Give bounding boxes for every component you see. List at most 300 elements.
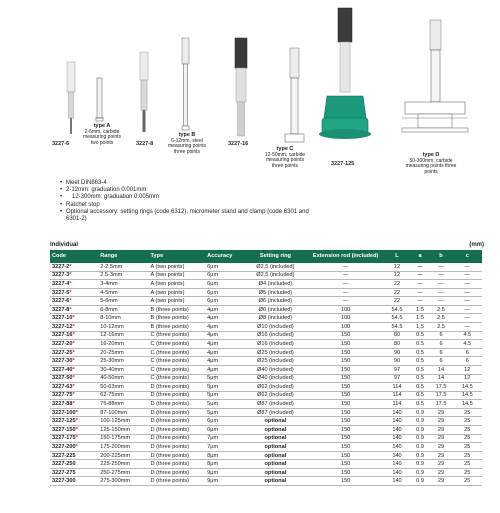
table-cell: Ø62 (included) (243, 391, 308, 400)
table-cell: — (453, 323, 482, 332)
table-cell: 6μm (205, 263, 243, 271)
table-row (50, 263, 482, 271)
code-cell (50, 408, 98, 417)
product-desc: 2-6mm, carbide measuring points two points (82, 128, 122, 146)
note-item: • Ratchet stop (60, 202, 316, 209)
table-cell: 114 (383, 400, 410, 409)
table-cell: 0.5 (411, 340, 430, 349)
code-cell (50, 297, 98, 306)
code-cell (50, 383, 98, 392)
code-text: 3227-12 (52, 323, 73, 330)
product-code-label: 3227-16 (228, 141, 249, 147)
table-cell: — (411, 280, 430, 289)
table-cell: 0.5 (411, 383, 430, 392)
table-cell: 150 (308, 391, 383, 400)
table-cell: 0.9 (411, 425, 430, 434)
table-cell: 14.5 (453, 383, 482, 392)
table-cell: 25 (453, 425, 482, 434)
table-cell: 6 (453, 348, 482, 357)
table-cell: 6 (429, 331, 452, 340)
table-cell: — (308, 288, 383, 297)
table-cell: 150 (308, 451, 383, 460)
table-cell: 6μm (205, 288, 243, 297)
product-type: type D (422, 152, 440, 158)
micrometer-3227-16-image (235, 38, 247, 136)
code-text: 3227-16 (52, 332, 73, 339)
table-cell: 150 (308, 443, 383, 452)
table-cell: — (411, 297, 430, 306)
table-cell: 14 (429, 365, 452, 374)
code-cell (50, 434, 98, 443)
table-cell: 0.9 (411, 434, 430, 443)
code-text: 3227-20 (52, 340, 73, 347)
code-text: 3227-300 (52, 478, 76, 485)
table-cell: 2.5 (429, 305, 452, 314)
star-marker: * (69, 289, 72, 296)
table-cell: 4μm (205, 340, 243, 349)
table-cell: Ø16 (included) (243, 340, 308, 349)
table-cell: — (429, 288, 452, 297)
table-cell: 150 (308, 460, 383, 469)
table-cell: Ø4 (included) (243, 280, 308, 289)
table-cell: 90 (383, 357, 410, 366)
star-marker: * (72, 315, 75, 322)
star-marker: * (75, 435, 78, 442)
table-cell: D (three points) (149, 425, 206, 434)
product-desc: 6-12mm, steel measuring points three points (167, 137, 207, 155)
table-cell: 150 (308, 400, 383, 409)
table-cell: C (three points) (149, 348, 206, 357)
code-text: 3227-200 (52, 443, 76, 450)
table-cell: Ø40 (included) (243, 365, 308, 374)
table-cell: 150 (308, 408, 383, 417)
table-cell: — (411, 271, 430, 280)
table-cell: C (three points) (149, 331, 206, 340)
star-marker: * (69, 280, 72, 287)
table-row (50, 468, 482, 477)
table-cell: 0.9 (411, 443, 430, 452)
table-cell: A (two points) (149, 288, 206, 297)
table-cell: 54.5 (383, 314, 410, 323)
table-cell: optional (243, 443, 308, 452)
table-cell: 17.5 (429, 383, 452, 392)
table-cell: 4μm (205, 314, 243, 323)
table-cell: 29 (429, 417, 452, 426)
table-cell: 3-4mm (98, 280, 148, 289)
star-marker: * (72, 401, 75, 408)
table-row (50, 297, 482, 306)
table-cell: C (three points) (149, 357, 206, 366)
table-cell: D (three points) (149, 417, 206, 426)
table-cell: 7μm (205, 443, 243, 452)
code-text: 3227-2 (52, 263, 70, 270)
code-cell (50, 305, 98, 314)
code-text: 3227-10 (52, 315, 73, 322)
table-cell: 0.5 (411, 331, 430, 340)
code-cell (50, 468, 98, 477)
star-marker: * (69, 306, 72, 313)
table-cell: optional (243, 477, 308, 486)
table-cell: 0.9 (411, 460, 430, 469)
table-cell: 97 (383, 365, 410, 374)
table-cell: 25 (453, 477, 482, 486)
table-cell: 17.5 (429, 400, 452, 409)
table-cell: 22 (383, 288, 410, 297)
code-cell (50, 288, 98, 297)
table-cell: 90 (383, 348, 410, 357)
table-cell: 150 (308, 331, 383, 340)
table-cell: 275-300mm (98, 477, 148, 486)
table-cell: — (429, 271, 452, 280)
star-marker: * (69, 263, 72, 270)
table-cell: — (453, 263, 482, 271)
star-marker: * (69, 272, 72, 279)
table-cell: B (three points) (149, 305, 206, 314)
code-cell (50, 391, 98, 400)
column-header: a (411, 250, 430, 263)
table-cell: — (308, 271, 383, 280)
table-cell: 150 (308, 477, 383, 486)
code-text: 3227-125 (52, 418, 76, 425)
code-text: 3227-50 (52, 375, 73, 382)
table-row (50, 348, 482, 357)
table-cell: 29 (429, 408, 452, 417)
product-code-label: 3227-6 (52, 141, 70, 147)
table-cell: 5μm (205, 391, 243, 400)
table-cell: 175-200mm (98, 443, 148, 452)
table-cell: 4.5 (453, 340, 482, 349)
table-cell: A (two points) (149, 263, 206, 271)
table-cell: 0.9 (411, 451, 430, 460)
table-cell: A (two points) (149, 297, 206, 306)
table-cell: Ø40 (included) (243, 374, 308, 383)
table-cell: 54.5 (383, 323, 410, 332)
table-row (50, 357, 482, 366)
table-cell: — (453, 297, 482, 306)
product-type: type A (93, 123, 111, 129)
table-cell: 12 (453, 365, 482, 374)
spec-table (50, 250, 482, 486)
column-header: Accuracy (205, 250, 243, 263)
table-cell: 5μm (205, 374, 243, 383)
code-text: 3227-25 (52, 349, 73, 356)
table-cell: Ø8 (included) (243, 314, 308, 323)
code-cell (50, 443, 98, 452)
star-marker: * (72, 332, 75, 339)
table-cell: 14.5 (453, 400, 482, 409)
table-cell: 75-88mm (98, 400, 148, 409)
table-cell: Ø5 (included) (243, 288, 308, 297)
table-cell: optional (243, 434, 308, 443)
table-cell: optional (243, 417, 308, 426)
table-row (50, 271, 482, 280)
table-cell: D (three points) (149, 460, 206, 469)
table-cell: 0.5 (411, 365, 430, 374)
table-cell: 4μm (205, 365, 243, 374)
table-cell: 29 (429, 477, 452, 486)
table-cell: 0.5 (411, 374, 430, 383)
product-desc: 12-50mm, carbide measuring points three points (264, 151, 306, 169)
code-text: 3227-30 (52, 358, 73, 365)
product-caption (260, 147, 310, 169)
table-cell: 12-16mm (98, 331, 148, 340)
table-cell: 4μm (205, 348, 243, 357)
product-code-label: 3227-125 (331, 161, 355, 167)
table-cell: 25 (453, 408, 482, 417)
table-cell: 6μm (205, 297, 243, 306)
table-cell: 0.5 (411, 400, 430, 409)
table-cell: — (453, 271, 482, 280)
table-cell: — (411, 263, 430, 271)
table-cell: 2.5-3mm (98, 271, 148, 280)
table-cell: 8μm (205, 451, 243, 460)
table-row (50, 477, 482, 486)
note-item: • Meet DIN863-4 (60, 180, 316, 187)
code-cell (50, 348, 98, 357)
code-text: 3227-175 (52, 435, 76, 442)
table-cell: D (three points) (149, 400, 206, 409)
table-cell: C (three points) (149, 340, 206, 349)
table-cell: B (three points) (149, 314, 206, 323)
table-row (50, 280, 482, 289)
code-cell (50, 314, 98, 323)
star-marker: * (72, 323, 75, 330)
table-cell: — (453, 280, 482, 289)
table-cell: D (three points) (149, 383, 206, 392)
table-cell: Ø25 (included) (243, 348, 308, 357)
table-cell: 40-50mm (98, 374, 148, 383)
micrometer-3227-8-image (140, 52, 148, 132)
table-cell: 5μm (205, 408, 243, 417)
unit-label: (mm) (469, 242, 484, 248)
table-row (50, 408, 482, 417)
table-cell: — (308, 280, 383, 289)
table-cell: — (308, 263, 383, 271)
table-cell: 150 (308, 374, 383, 383)
table-row (50, 434, 482, 443)
star-marker: * (75, 409, 78, 416)
table-cell: Ø87 (included) (243, 400, 308, 409)
table-cell: 14.5 (453, 391, 482, 400)
table-cell: 200-225mm (98, 451, 148, 460)
table-cell: A (two points) (149, 280, 206, 289)
table-cell: 114 (383, 391, 410, 400)
code-text: 3227-275 (52, 469, 76, 476)
code-cell (50, 460, 98, 469)
table-cell: 9μm (205, 468, 243, 477)
table-cell: 8μm (205, 460, 243, 469)
table-cell: 150-175mm (98, 434, 148, 443)
table-cell: 140 (383, 417, 410, 426)
table-cell: 100-125mm (98, 417, 148, 426)
table-cell: 25 (453, 460, 482, 469)
table-cell: 6 (429, 348, 452, 357)
table-cell: optional (243, 451, 308, 460)
table-cell: 17.5 (429, 391, 452, 400)
code-cell (50, 365, 98, 374)
code-cell (50, 357, 98, 366)
table-cell: 5μm (205, 383, 243, 392)
table-row (50, 443, 482, 452)
table-cell: 140 (383, 425, 410, 434)
table-cell: D (three points) (149, 443, 206, 452)
code-cell (50, 451, 98, 460)
code-cell (50, 331, 98, 340)
column-header: c (453, 250, 482, 263)
table-row (50, 417, 482, 426)
table-cell: 6μm (205, 417, 243, 426)
table-cell: Ø25 (included) (243, 357, 308, 366)
star-marker: * (72, 358, 75, 365)
table-cell: 6 (429, 340, 452, 349)
star-marker: * (72, 392, 75, 399)
table-body (50, 263, 482, 486)
table-row (50, 331, 482, 340)
table-cell: 25 (453, 417, 482, 426)
code-text: 3227-40 (52, 366, 73, 373)
table-row (50, 400, 482, 409)
table-cell: 20-25mm (98, 348, 148, 357)
column-header: b (429, 250, 452, 263)
table-cell: 10-12mm (98, 323, 148, 332)
table-cell: 29 (429, 443, 452, 452)
table-cell: 6μm (205, 425, 243, 434)
code-text: 3227-8 (52, 306, 70, 313)
table-row (50, 460, 482, 469)
column-header: Extension rod (included) (308, 250, 383, 263)
table-cell: — (429, 297, 452, 306)
table-cell: 4μm (205, 323, 243, 332)
table-cell: — (429, 263, 452, 271)
code-cell (50, 400, 98, 409)
table-cell: — (453, 305, 482, 314)
table-cell: 7μm (205, 434, 243, 443)
table-cell: A (two points) (149, 271, 206, 280)
table-cell: 0.5 (411, 391, 430, 400)
table-cell: 50-63mm (98, 383, 148, 392)
table-cell: 125-150mm (98, 425, 148, 434)
code-cell (50, 280, 98, 289)
product-type: type C (276, 146, 294, 152)
table-cell: 25 (453, 434, 482, 443)
table-row (50, 314, 482, 323)
table-cell: 62-75mm (98, 391, 148, 400)
table-cell: Ø62 (included) (243, 383, 308, 392)
table-cell: 0.5 (411, 357, 430, 366)
table-cell: Ø16 (included) (243, 331, 308, 340)
table-cell: Ø2.5 (included) (243, 271, 308, 280)
table-cell: 150 (308, 340, 383, 349)
table-cell: C (three points) (149, 374, 206, 383)
table-cell: — (411, 288, 430, 297)
table-row (50, 305, 482, 314)
column-header: Setting ring (243, 250, 308, 263)
type-c-drawing (285, 48, 304, 142)
code-text: 3227-88 (52, 401, 73, 408)
table-cell: 9μm (205, 477, 243, 486)
table-cell: 150 (308, 383, 383, 392)
star-marker: * (69, 298, 72, 305)
table-cell: — (453, 288, 482, 297)
micrometer-3227-125-image (319, 8, 371, 139)
table-cell: 97 (383, 374, 410, 383)
table-cell: 4μm (205, 331, 243, 340)
code-cell (50, 271, 98, 280)
table-cell: 4-5mm (98, 288, 148, 297)
table-cell: 2.5 (429, 314, 452, 323)
code-text: 3227-75 (52, 392, 73, 399)
table-cell: 2.5 (429, 323, 452, 332)
table-cell: 6 (429, 357, 452, 366)
table-cell: 87-100mm (98, 408, 148, 417)
code-cell (50, 374, 98, 383)
table-row (50, 374, 482, 383)
column-header: L (383, 250, 410, 263)
table-cell: 0.9 (411, 468, 430, 477)
table-cell: — (429, 280, 452, 289)
code-text: 3227-63 (52, 383, 73, 390)
table-cell: D (three points) (149, 434, 206, 443)
code-cell (50, 323, 98, 332)
table-row (50, 425, 482, 434)
table-cell: 150 (308, 357, 383, 366)
table-cell: 100 (308, 305, 383, 314)
table-cell: 4μm (205, 357, 243, 366)
table-cell: 25-30mm (98, 357, 148, 366)
table-cell: 250-275mm (98, 468, 148, 477)
table-cell: Ø87 (included) (243, 408, 308, 417)
table-cell: 140 (383, 443, 410, 452)
code-cell (50, 417, 98, 426)
table-cell: D (three points) (149, 391, 206, 400)
table-cell: 8-10mm (98, 314, 148, 323)
star-marker: * (72, 340, 75, 347)
table-cell: 100 (308, 314, 383, 323)
table-cell: optional (243, 460, 308, 469)
table-cell: 4μm (205, 305, 243, 314)
table-row (50, 288, 482, 297)
table-cell: 54.5 (383, 305, 410, 314)
table-cell: D (three points) (149, 451, 206, 460)
table-cell: 100 (308, 323, 383, 332)
table-cell: 5-6mm (98, 297, 148, 306)
code-text: 3227-4 (52, 280, 70, 287)
table-cell: 140 (383, 477, 410, 486)
table-cell: 29 (429, 425, 452, 434)
type-d-drawing (402, 20, 468, 132)
note-item: • 12-300mm: graduation 0.005mm (60, 194, 316, 201)
table-cell: 12 (453, 374, 482, 383)
star-marker: * (72, 375, 75, 382)
table-cell: 6μm (205, 280, 243, 289)
table-cell: C (three points) (149, 365, 206, 374)
product-type: type B (178, 132, 196, 138)
table-cell: 14 (429, 374, 452, 383)
micrometer-3227-6-image (67, 62, 75, 134)
table-cell: 29 (429, 468, 452, 477)
table-cell: 150 (308, 434, 383, 443)
table-cell: 0.9 (411, 477, 430, 486)
table-cell: 29 (429, 434, 452, 443)
table-cell: 29 (429, 451, 452, 460)
table-cell: — (453, 314, 482, 323)
table-cell: Ø10 (included) (243, 323, 308, 332)
table-cell: 80 (383, 331, 410, 340)
table-cell: 140 (383, 468, 410, 477)
star-marker: * (72, 366, 75, 373)
table-cell: D (three points) (149, 408, 206, 417)
table-row (50, 365, 482, 374)
